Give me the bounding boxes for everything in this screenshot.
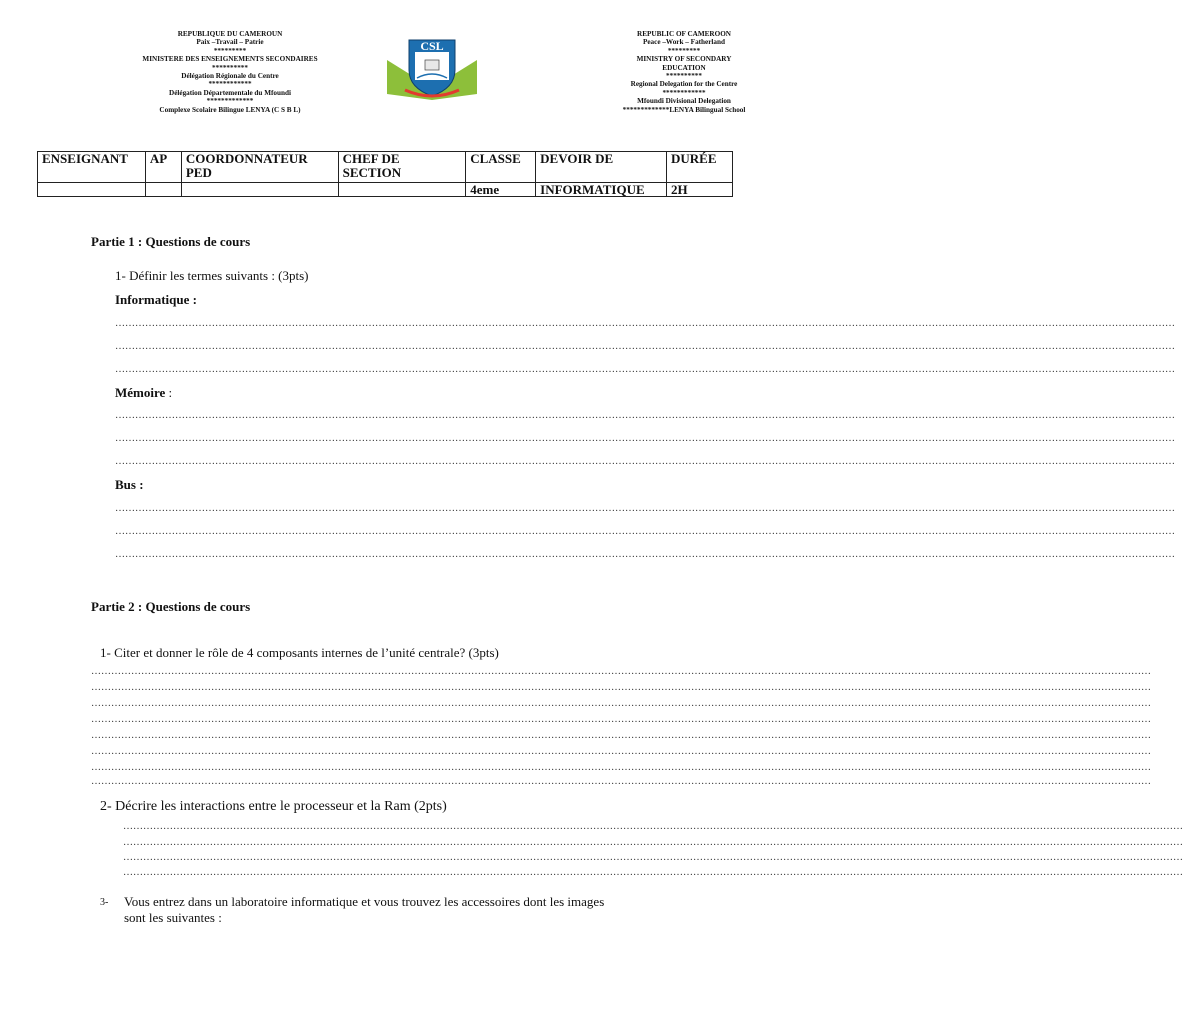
part2-question-3-number: 3- [100,897,109,908]
term-bus: Bus : [115,477,144,492]
part1-title: Partie 1 : Questions de cours [91,234,251,249]
part2-title: Partie 2 : Questions de cours [91,599,251,614]
header-left-line: ************ [208,80,252,89]
header-right-line: EDUCATION [662,63,706,72]
table-cell: 2H [667,183,733,197]
table-header-cell: AP [145,152,181,183]
header-left [100,30,360,114]
header-left-line: ********* [213,46,247,55]
answer-line[interactable]: ………………………………………………………………………………………………………………………………………………………………………………………………………………………………………………………………………………………… [123,852,1183,863]
header-left-line: REPUBLIQUE DU CAMEROUN [177,30,283,38]
answer-line[interactable]: ………………………………………………………………………………………………………………………………………………………………………………………………………………………………………………………………………………………… [91,762,1151,773]
answer-line[interactable]: ………………………………………………………………………………………………………………………………………………………………………………………………………………………………………………………………………………………… [123,837,1183,848]
answer-line[interactable]: ………………………………………………………………………………………………………………………………………………………………………………………………………………………………………………………………………………………… [91,682,1151,693]
table-header-cell: DURÉE [667,152,733,183]
header-right-line: ********* [667,46,701,55]
term-memoire-colon: : [165,385,173,400]
header-right-line: ************ [662,88,706,97]
table-header-cell: COORDONNATEUR PED [181,152,338,183]
table-header-cell: CLASSE [466,152,536,183]
answer-line[interactable]: ………………………………………………………………………………………………………………………………………………………………………………………………………………………………………………………………………………………… [115,503,1175,514]
exam-info-table [37,151,733,197]
header-right-line: REPUBLIC OF CAMEROON [637,30,731,38]
header-left-line: Paix –Travail – Patrie [196,38,264,47]
answer-line[interactable]: ………………………………………………………………………………………………………………………………………………………………………………………………………………………………………………………………………………………… [115,456,1175,467]
part2-question-1: 1- Citer et donner le rôle de 4 composants internes de l’unité centrale? (3pts) [100,645,499,660]
header-left-line: ********** [212,63,248,72]
answer-line[interactable]: ………………………………………………………………………………………………………………………………………………………………………………………………………………………………………………………………………………………… [115,318,1175,329]
header-right-line: ********** [666,72,702,81]
answer-line[interactable]: ………………………………………………………………………………………………………………………………………………………………………………………………………………………………………………………………………………………… [115,526,1175,537]
part2-question-2: 2- Décrire les interactions entre le processeur et la Ram (2pts) [100,799,447,814]
table-header-cell: DEVOIR DE [536,152,667,183]
header-left-line: Complexe Scolaire Bilingue LENYA (C S B L) [159,105,301,114]
table-cell [338,183,466,197]
term-informatique: Informatique : [115,292,197,307]
table-cell: INFORMATIQUE [536,183,667,197]
header-right-line: Peace –Work – Fatherland [642,38,726,47]
table-header-cell: CHEF DE SECTION [338,152,466,183]
part2-question-3-line2: sont les suivantes : [124,910,222,925]
answer-line[interactable]: ………………………………………………………………………………………………………………………………………………………………………………………………………………………………………………………………………………………… [91,698,1151,709]
table-header-row [38,152,733,183]
answer-line[interactable]: ………………………………………………………………………………………………………………………………………………………………………………………………………………………………………………………………………………………… [91,746,1151,757]
header-right-line: Mfoundi Divisional Delegation [637,97,731,106]
school-logo [385,30,479,102]
answer-line[interactable]: ………………………………………………………………………………………………………………………………………………………………………………………………………………………………………………………………………………………… [115,549,1175,560]
answer-line[interactable]: ………………………………………………………………………………………………………………………………………………………………………………………………………………………………………………………………………………………… [115,410,1175,421]
term-memoire [115,385,172,400]
answer-line[interactable]: ………………………………………………………………………………………………………………………………………………………………………………………………………………………………………………………………………………………… [91,666,1151,677]
table-header-cell: ENSEIGNANT [38,152,146,183]
table-cell [38,183,146,197]
table-cell: 4eme [466,183,536,197]
header-left-line: Délégation Départementale du Mfoundi [169,88,291,97]
term-memoire-label: Mémoire [115,385,166,400]
answer-line[interactable]: ………………………………………………………………………………………………………………………………………………………………………………………………………………………………………………………………………………………… [115,433,1175,444]
header-right-line: MINISTRY OF SECONDARY [636,55,732,64]
answer-line[interactable]: ………………………………………………………………………………………………………………………………………………………………………………………………………………………………………………………………………………………… [91,714,1151,725]
logo-text: CSL [420,39,444,53]
header-right [600,30,768,114]
header-right-line: *************LENYA Bilingual School [622,105,746,114]
header-left-line: Délégation Régionale du Centre [181,72,279,81]
table-cell [145,183,181,197]
answer-line[interactable]: ………………………………………………………………………………………………………………………………………………………………………………………………………………………………………………………………………………………… [91,776,1151,787]
part2-question-3-line1: Vous entrez dans un laboratoire informatique et vous trouvez les accessoires dont les images [124,894,605,909]
answer-line[interactable]: ………………………………………………………………………………………………………………………………………………………………………………………………………………………………………………………………………………………… [123,867,1183,878]
answer-line[interactable]: ………………………………………………………………………………………………………………………………………………………………………………………………………………………………………………………………………………………… [115,341,1175,352]
answer-line[interactable]: ………………………………………………………………………………………………………………………………………………………………………………………………………………………………………………………………………………………… [123,821,1183,832]
header-right-line: Regional Delegation for the Centre [630,80,738,89]
header-left-line: ************* [206,97,254,106]
part1-question-1: 1- Définir les termes suivants : (3pts) [115,268,309,283]
header-left-line: MINISTERE DES ENSEIGNEMENTS SECONDAIRES [142,55,318,64]
table-cell [181,183,338,197]
table-row [38,183,733,197]
answer-line[interactable]: ………………………………………………………………………………………………………………………………………………………………………………………………………………………………………………………………………………………… [115,364,1175,375]
answer-line[interactable]: ………………………………………………………………………………………………………………………………………………………………………………………………………………………………………………………………………………………… [91,730,1151,741]
